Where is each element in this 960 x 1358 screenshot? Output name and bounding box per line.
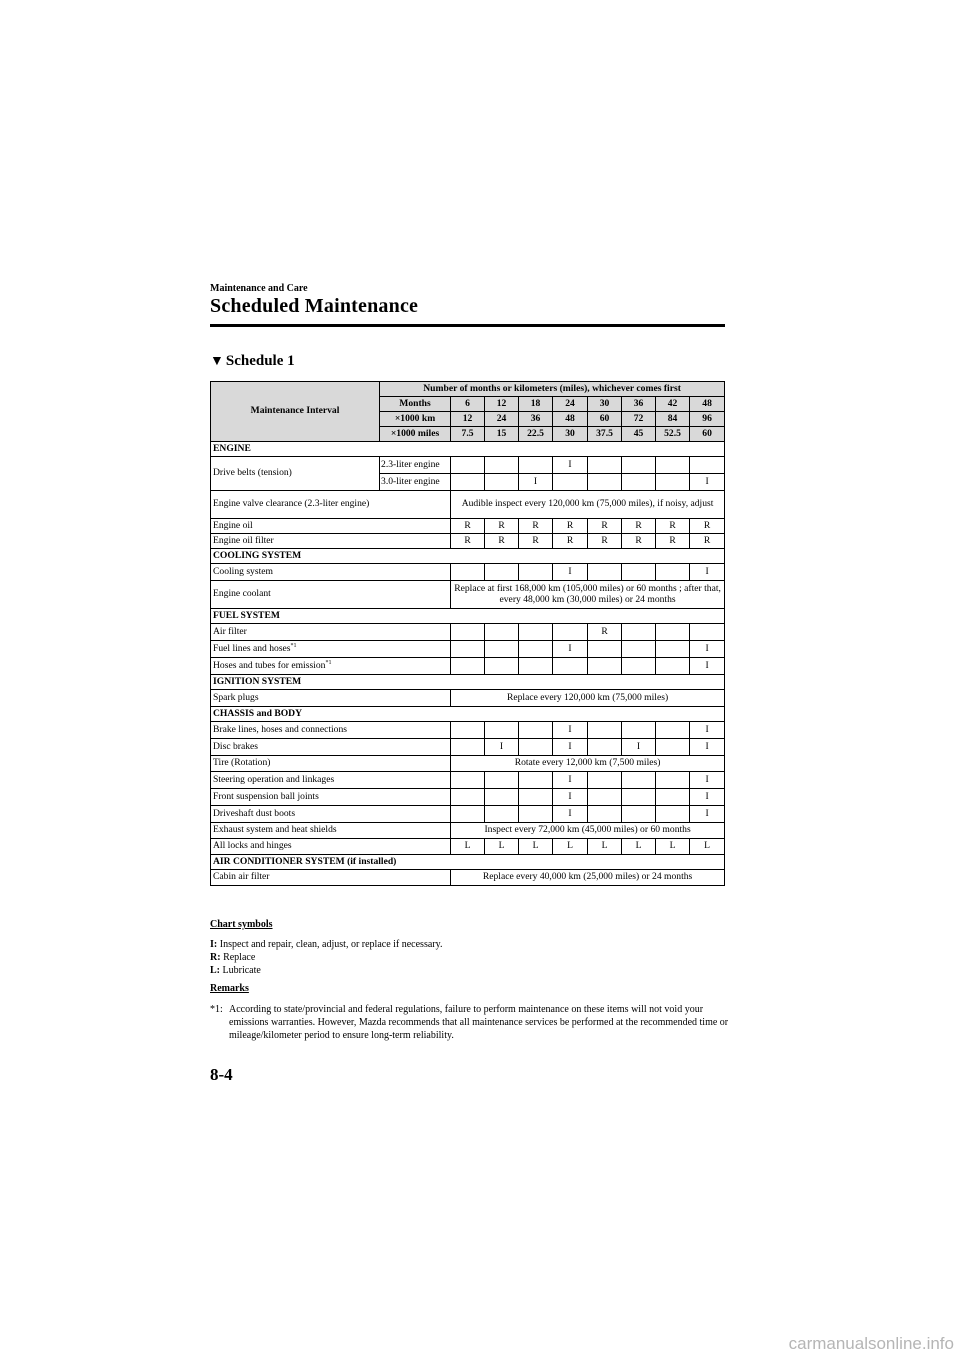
section-title: CHASSIS and BODY	[211, 707, 725, 722]
section-row	[211, 442, 725, 457]
table-row	[211, 641, 725, 658]
value-cell	[451, 806, 485, 823]
value-cell	[656, 789, 690, 806]
value-cell: R	[553, 519, 588, 534]
interval-cell: 52.5	[656, 427, 690, 442]
item-label: Air filter	[211, 624, 451, 641]
item-label: Engine oil filter	[211, 534, 451, 549]
chart-symbols-legend	[210, 918, 730, 977]
value-cell	[451, 739, 485, 756]
value-cell: I	[553, 722, 588, 739]
value-cell	[485, 624, 519, 641]
value-cell	[588, 806, 622, 823]
value-cell: I	[553, 772, 588, 789]
interval-cell: 72	[622, 412, 656, 427]
value-cell	[622, 564, 656, 581]
interval-cell: 15	[485, 427, 519, 442]
value-cell	[485, 789, 519, 806]
value-cell: R	[451, 534, 485, 549]
value-cell: I	[690, 474, 725, 491]
value-cell: I	[553, 739, 588, 756]
months-label: Months	[380, 397, 451, 412]
item-label: Engine oil	[211, 519, 451, 534]
table-row	[211, 581, 725, 609]
value-cell	[622, 624, 656, 641]
value-cell: I	[690, 739, 725, 756]
value-cell: I	[690, 789, 725, 806]
value-cell: R	[588, 534, 622, 549]
value-cell: R	[485, 534, 519, 549]
value-cell: I	[519, 474, 553, 491]
interval-cell: 48	[690, 397, 725, 412]
value-cell	[656, 739, 690, 756]
value-cell: L	[690, 839, 725, 855]
section-row	[211, 855, 725, 870]
value-cell: R	[553, 534, 588, 549]
interval-note: Replace every 40,000 km (25,000 miles) or 24 months	[451, 870, 725, 886]
interval-cell: 30	[588, 397, 622, 412]
item-label	[211, 641, 451, 658]
value-cell	[588, 474, 622, 491]
value-cell: L	[622, 839, 656, 855]
value-cell	[656, 722, 690, 739]
table-row	[211, 457, 725, 474]
value-cell: I	[553, 641, 588, 658]
value-cell: I	[690, 806, 725, 823]
value-cell	[485, 457, 519, 474]
table-row	[211, 564, 725, 581]
value-cell	[656, 457, 690, 474]
triangle-down-icon: ▼	[210, 354, 224, 369]
interval-cell: 42	[656, 397, 690, 412]
value-cell: L	[451, 839, 485, 855]
remark-mark: *1:	[210, 1004, 223, 1015]
value-cell	[553, 474, 588, 491]
item-label	[211, 658, 451, 675]
value-cell: L	[656, 839, 690, 855]
value-cell	[519, 722, 553, 739]
value-cell: I	[690, 641, 725, 658]
interval-cell: 24	[553, 397, 588, 412]
table-row	[211, 739, 725, 756]
value-cell	[622, 806, 656, 823]
section-label: Maintenance and Care	[210, 283, 308, 294]
section-row	[211, 675, 725, 690]
table-row	[211, 789, 725, 806]
value-cell	[656, 806, 690, 823]
value-cell: R	[519, 534, 553, 549]
interval-cell: 45	[622, 427, 656, 442]
interval-label: Maintenance Interval	[211, 382, 380, 442]
remark-text: According to state/provincial and federal regulations, failure to perform maintenance on these items will not void your emissions warranties. However, Mazda recommends that all maintenance services be performed at the recommended time or mileage/kilometer period to ensure long-term reliability.	[229, 1004, 729, 1041]
value-cell	[588, 564, 622, 581]
legend-key: R:	[210, 952, 221, 963]
value-cell: I	[553, 789, 588, 806]
interval-cell: 6	[451, 397, 485, 412]
legend-key: I:	[210, 939, 218, 950]
item-label: Steering operation and linkages	[211, 772, 451, 789]
interval-cell: 18	[519, 397, 553, 412]
value-cell: I	[553, 564, 588, 581]
value-cell: I	[690, 772, 725, 789]
table-row	[211, 690, 725, 707]
value-cell: L	[519, 839, 553, 855]
value-cell: I	[485, 739, 519, 756]
item-label-text: Fuel lines and hoses	[213, 642, 291, 654]
value-cell: R	[588, 624, 622, 641]
value-cell: R	[690, 519, 725, 534]
interval-cell: 37.5	[588, 427, 622, 442]
value-cell	[519, 624, 553, 641]
table-row	[211, 823, 725, 839]
sub-item-label: 3.0-liter engine	[380, 474, 451, 491]
value-cell	[588, 789, 622, 806]
schedule-heading	[210, 353, 295, 370]
value-cell	[588, 722, 622, 739]
item-label: Cabin air filter	[211, 870, 451, 886]
value-cell	[622, 474, 656, 491]
value-cell	[485, 722, 519, 739]
value-cell	[553, 658, 588, 675]
value-cell	[588, 658, 622, 675]
item-label: Front suspension ball joints	[211, 789, 451, 806]
value-cell	[656, 772, 690, 789]
value-cell: R	[622, 519, 656, 534]
value-cell: R	[622, 534, 656, 549]
table-row	[211, 806, 725, 823]
value-cell: L	[553, 839, 588, 855]
legend-title: Chart symbols	[210, 919, 273, 930]
value-cell	[451, 624, 485, 641]
value-cell: I	[553, 806, 588, 823]
item-label: Drive belts (tension)	[211, 457, 380, 491]
value-cell	[519, 789, 553, 806]
value-cell: I	[690, 722, 725, 739]
value-cell	[588, 772, 622, 789]
value-cell	[656, 564, 690, 581]
value-cell	[519, 772, 553, 789]
interval-note: Replace at first 168,000 km (105,000 miles) or 60 months ; after that, every 48,000 km (30,000 miles) or 24 months	[451, 581, 725, 609]
legend-key: L:	[210, 965, 220, 976]
legend-item-lubricate	[210, 964, 730, 977]
value-cell	[622, 457, 656, 474]
item-label: Engine valve clearance (2.3-liter engine)	[211, 491, 451, 519]
value-cell: L	[485, 839, 519, 855]
remarks-title: Remarks	[210, 983, 249, 994]
interval-cell: 12	[485, 397, 519, 412]
value-cell	[519, 658, 553, 675]
value-cell	[485, 564, 519, 581]
legend-item-replace	[210, 951, 730, 964]
page-number: 8-4	[210, 1065, 233, 1084]
interval-cell: 48	[553, 412, 588, 427]
section-title: AIR CONDITIONER SYSTEM (if installed)	[211, 855, 725, 870]
table-row	[211, 722, 725, 739]
miles-label: ×1000 miles	[380, 427, 451, 442]
value-cell	[485, 641, 519, 658]
value-cell	[622, 789, 656, 806]
section-row	[211, 707, 725, 722]
value-cell	[622, 772, 656, 789]
value-cell	[485, 806, 519, 823]
sub-item-label: 2.3-liter engine	[380, 457, 451, 474]
interval-cell: 36	[519, 412, 553, 427]
value-cell	[622, 641, 656, 658]
value-cell	[451, 564, 485, 581]
value-cell: I	[622, 739, 656, 756]
value-cell	[519, 806, 553, 823]
value-cell	[656, 474, 690, 491]
value-cell	[485, 474, 519, 491]
interval-cell: 24	[485, 412, 519, 427]
value-cell: R	[519, 519, 553, 534]
value-cell	[690, 457, 725, 474]
value-cell	[519, 564, 553, 581]
value-cell	[656, 641, 690, 658]
interval-cell: 60	[690, 427, 725, 442]
item-label-text: Hoses and tubes for emission	[213, 659, 326, 671]
interval-note: Audible inspect every 120,000 km (75,000 miles), if noisy, adjust	[451, 491, 725, 519]
item-label: Tire (Rotation)	[211, 756, 451, 772]
interval-note: Rotate every 12,000 km (7,500 miles)	[451, 756, 725, 772]
schedule-title: Schedule 1	[225, 353, 295, 369]
interval-cell: 60	[588, 412, 622, 427]
section-title: IGNITION SYSTEM	[211, 675, 725, 690]
legend-item-inspect	[210, 938, 730, 951]
maintenance-schedule-table	[210, 381, 725, 886]
value-cell: I	[690, 564, 725, 581]
value-cell	[451, 641, 485, 658]
value-cell	[485, 772, 519, 789]
remark-item	[210, 1003, 730, 1042]
item-label: Spark plugs	[211, 690, 451, 707]
item-label: Brake lines, hoses and connections	[211, 722, 451, 739]
item-label: Engine coolant	[211, 581, 451, 609]
table-row	[211, 870, 725, 886]
table-row	[211, 534, 725, 549]
interval-cell: 84	[656, 412, 690, 427]
item-label: Driveshaft dust boots	[211, 806, 451, 823]
table-row	[211, 658, 725, 675]
value-cell	[690, 624, 725, 641]
value-cell	[588, 641, 622, 658]
section-title: FUEL SYSTEM	[211, 609, 725, 624]
table-row	[211, 772, 725, 789]
legend-text: Replace	[223, 952, 256, 963]
value-cell	[519, 739, 553, 756]
interval-note: Replace every 120,000 km (75,000 miles)	[451, 690, 725, 707]
value-cell	[451, 658, 485, 675]
legend-text: Inspect and repair, clean, adjust, or replace if necessary.	[219, 939, 443, 950]
item-label: Disc brakes	[211, 739, 451, 756]
value-cell	[519, 641, 553, 658]
value-cell	[451, 457, 485, 474]
value-cell	[485, 658, 519, 675]
value-cell	[553, 624, 588, 641]
value-cell	[656, 658, 690, 675]
value-cell	[519, 457, 553, 474]
interval-cell: 30	[553, 427, 588, 442]
title-divider	[210, 324, 725, 327]
table-row	[211, 519, 725, 534]
table-row	[211, 756, 725, 772]
interval-cell: 96	[690, 412, 725, 427]
footnote-mark: *1	[325, 659, 332, 666]
value-cell: L	[588, 839, 622, 855]
table-row	[211, 624, 725, 641]
value-cell	[451, 722, 485, 739]
value-cell	[451, 772, 485, 789]
item-label: All locks and hinges	[211, 839, 451, 855]
watermark: carmanualsonline.info	[788, 1334, 954, 1353]
value-cell: R	[451, 519, 485, 534]
item-label: Cooling system	[211, 564, 451, 581]
value-cell	[622, 658, 656, 675]
km-label: ×1000 km	[380, 412, 451, 427]
item-label: Exhaust system and heat shields	[211, 823, 451, 839]
value-cell	[451, 789, 485, 806]
section-row	[211, 609, 725, 624]
value-cell	[622, 722, 656, 739]
interval-cell: 22.5	[519, 427, 553, 442]
table-row	[211, 491, 725, 519]
legend-text: Lubricate	[222, 965, 261, 976]
value-cell	[588, 457, 622, 474]
page-title: Scheduled Maintenance	[210, 295, 419, 317]
interval-cell: 36	[622, 397, 656, 412]
interval-note: Inspect every 72,000 km (45,000 miles) or 60 months	[451, 823, 725, 839]
table-row	[211, 839, 725, 855]
interval-cell: 12	[451, 412, 485, 427]
value-cell	[588, 739, 622, 756]
value-cell: R	[485, 519, 519, 534]
span-header: Number of months or kilometers (miles), whichever comes first	[380, 382, 725, 397]
value-cell: R	[656, 534, 690, 549]
value-cell: R	[656, 519, 690, 534]
value-cell	[451, 474, 485, 491]
interval-cell: 7.5	[451, 427, 485, 442]
value-cell: I	[553, 457, 588, 474]
footnote-mark: *1	[290, 642, 297, 649]
section-title: COOLING SYSTEM	[211, 549, 725, 564]
section-row	[211, 549, 725, 564]
value-cell	[656, 624, 690, 641]
value-cell: R	[690, 534, 725, 549]
value-cell: I	[690, 658, 725, 675]
section-title: ENGINE	[211, 442, 725, 457]
value-cell: R	[588, 519, 622, 534]
